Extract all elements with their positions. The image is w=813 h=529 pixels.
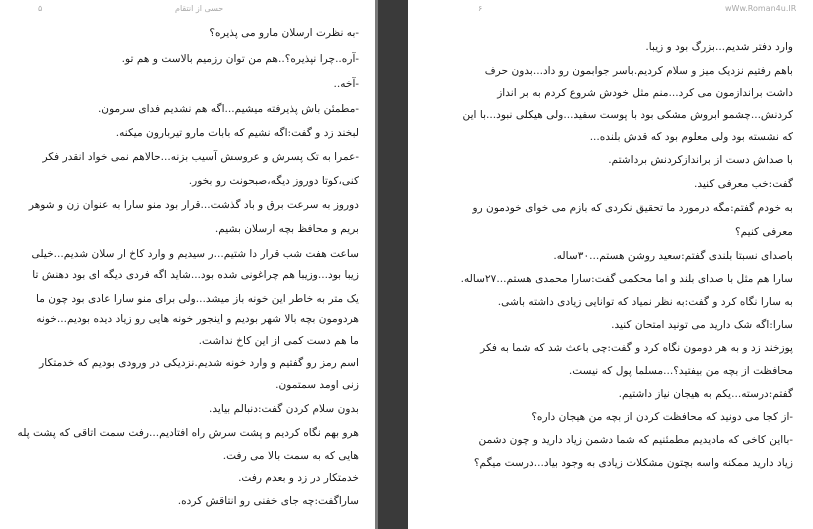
text-line: معرفی کنیم؟ — [734, 226, 793, 238]
text-line: ساراگفت:چه جای خفنی رو انتاقش کرده. — [177, 495, 359, 507]
text-line: بدون سلام کردن گفت:دنبالم بیاید. — [208, 403, 359, 415]
text-line: -از کجا می دونید که محافظت کردن از بچه من هیجان داره؟ — [531, 411, 793, 423]
text-line: هردومون بچه بالا شهر بودیم و اینجور خونه هایی رو زیاد دیده بودیم...خونه — [36, 313, 359, 325]
text-line: سارا هم مثل با صدای بلند و اما محکمی گفت:سارا محمدی هستم...۲۷ساله. — [460, 273, 793, 285]
text-line: -عمرا به تک پسرش و عروسش آسیب بزنه...حالاهم نمی خواد انقدر فکر — [42, 151, 359, 163]
text-line: وارد دفتر شدیم...بزرگ بود و زیبا. — [645, 41, 793, 53]
text-line: -بااین کاخی که مادیدیم مطمئنیم که شما دشمن زیاد دارید و چون دشمن — [478, 434, 793, 446]
text-line: به سارا نگاه کرد و گفت:به نظر نمیاد که توانایی زیادی داشته باشی. — [497, 296, 793, 308]
text-line: اسم رمز رو گفتیم و وارد خونه شدیم.نزدیکی در ورودی بودیم که خدمتکار — [39, 357, 359, 369]
text-line: پوزخند زد و به هر دومون نگاه کرد و گفت:چی باعث شد که شما به فکر — [480, 342, 793, 354]
text-line: باهم رفتیم نزدیک میز و سلام کردیم.باسر جوابمون رو داد...بدون حرف — [484, 65, 793, 77]
text-line: لبخند زد و گفت:اگه نشیم که بابات مارو تیربارون میکنه. — [115, 127, 359, 139]
text-line: خدمتکار در زد و بعدم رفت. — [238, 472, 359, 484]
text-line: بریم و محافظ بچه ارسلان بشیم. — [214, 223, 359, 235]
text-line: کنی،کوتا دوروز دیگه،صبحونت رو بخور. — [188, 175, 359, 187]
right-page — [408, 0, 813, 529]
text-line: داشت براندازمون می کرد...منم مثل خودش شروع کردم به بر انداز — [497, 87, 793, 99]
page-number: ۵ — [38, 4, 43, 13]
text-line: با صداش دست از براندازکردنش برداشتم. — [608, 154, 793, 166]
text-line: -آخه.. — [333, 78, 359, 90]
page-number: ۶ — [478, 4, 483, 13]
text-line: گفت:خب معرفی کنید. — [694, 178, 793, 190]
text-line: دوروز به سرعت برق و باد گذشت...قرار بود منو سارا به عنوان زن و شوهر — [28, 199, 359, 211]
text-line: به خودم گفتم:مگه درمورد ما تحقیق نکردی که بازم می خوای خودمون رو — [472, 202, 793, 214]
text-line: هایی که به سمت بالا می رفت. — [222, 450, 359, 462]
page-header-website: wWw.Roman4u.IR — [725, 4, 797, 13]
text-line: که نشسته بود ولی معلوم بود که قدش بلنده... — [589, 131, 793, 143]
text-line: زنی اومد سمتمون. — [275, 379, 359, 391]
text-line: زیاد دارید ممکنه واسه بچتون مشکلات زیادی به وجود بیاد...درست میگم؟ — [473, 457, 793, 469]
text-line: یک متر به خاطر این خونه باز میشد...ولی برای منو سارا عادی بود چون ما — [36, 293, 359, 305]
text-line: سارا:اگه شک دارید می تونید امتحان کنید. — [611, 319, 793, 331]
page-gutter — [375, 0, 408, 529]
text-line: زیبا بود...وزیبا هم چراغونی شده بود...شاید اگه فردی دیگه ای بود دهنش تا — [32, 269, 359, 281]
text-line: هرو بهم نگاه کردیم و پشت سرش راه افتادیم...رفت سمت اتاقی که پشت پله — [17, 427, 359, 439]
left-page — [0, 0, 375, 529]
text-line: ما هم دست کمی از این کاخ نداشت. — [198, 335, 359, 347]
page-fold-shadow — [375, 0, 378, 529]
text-line: محافظت از بچه من بیفتید؟...مسلما پول که نیست. — [568, 365, 793, 377]
text-line: ساعت هفت شب قرار دا شتیم...ر سیدیم و وارد کاخ ار سلان شدیم...خیلی — [31, 248, 359, 260]
page-header-title: حسی از انتقام — [175, 4, 224, 13]
text-line: کردنش...چشمو ابروش مشکی بود با پوست سفید...ولی هیکلی نبود...با این — [462, 109, 793, 121]
text-line: گفتم:درسته...یکم به هیجان نیاز داشتیم. — [618, 388, 793, 400]
text-line: -مطمئن باش پذیرفته میشیم...اگه هم نشدیم فدای سرمون. — [97, 103, 359, 115]
text-line: -آره..چرا نپذیره؟..هم من توان رزمیم بالاست و هم تو. — [121, 53, 359, 65]
text-line: -به نظرت ارسلان مارو می پذیره؟ — [209, 27, 359, 39]
text-line: باصدای نسبتا بلندی گفتم:سعید روشن هستم...۳۰ساله. — [553, 250, 793, 262]
